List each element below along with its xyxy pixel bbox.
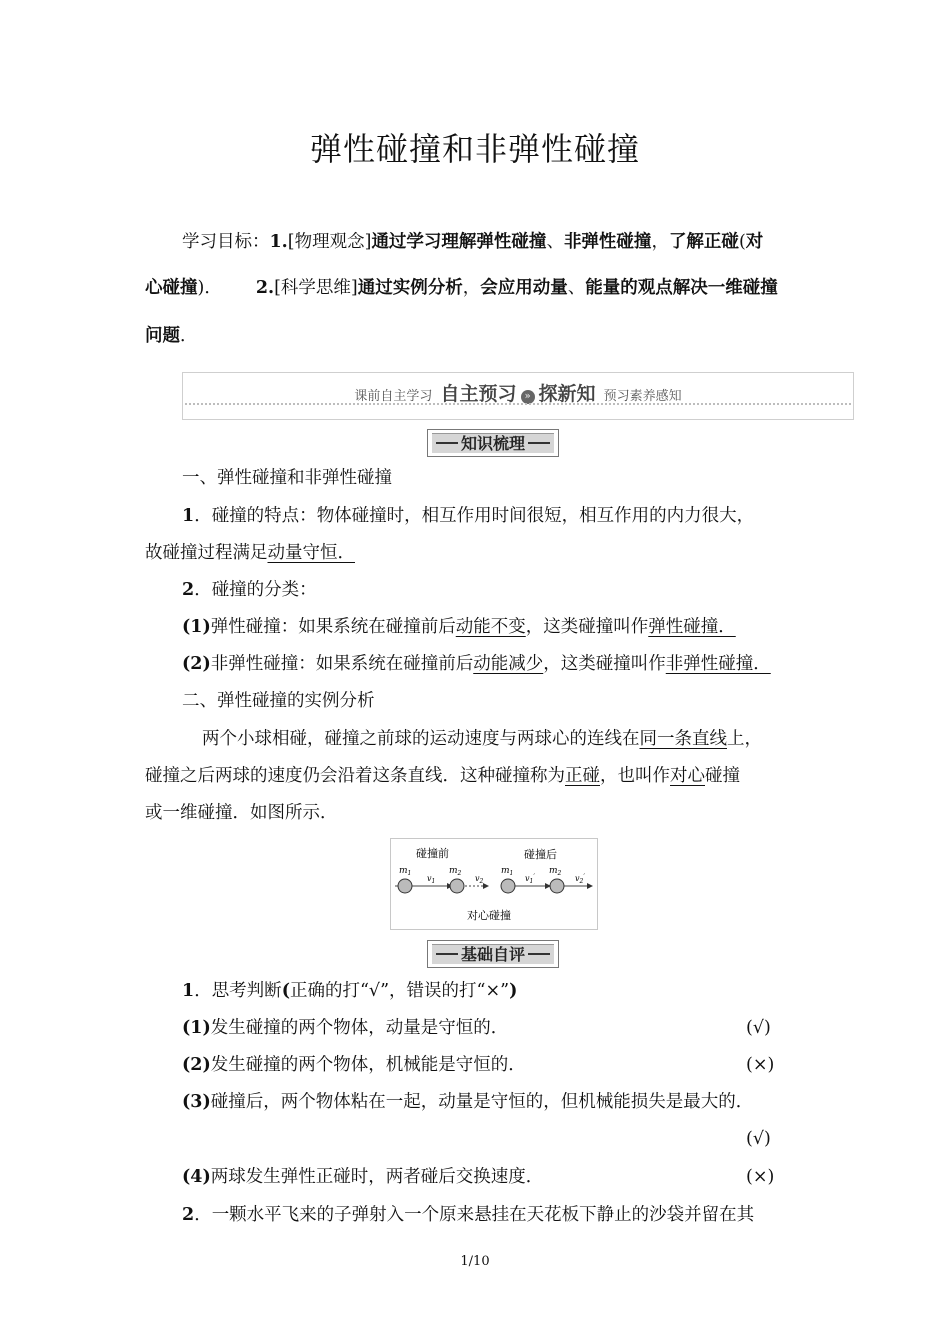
paragraph-3-line-1	[202, 727, 762, 751]
p3-blank-1: 同一条直线	[639, 729, 727, 749]
objective-1-tag: [物理观念]	[287, 232, 372, 252]
objective-1-text-c: 了解正碰	[668, 232, 739, 252]
p2-dot: ．	[194, 580, 212, 600]
objective-2-number: 2.	[255, 278, 275, 298]
p3-text-f: 碰撞	[705, 766, 740, 786]
banner-right-label: 预习素养感知	[603, 389, 682, 404]
p1-dot: ．	[194, 506, 212, 526]
objectives-line-3	[145, 324, 198, 348]
q2-dot: ．	[194, 1205, 212, 1225]
arrow-head-icon	[483, 883, 489, 889]
objective-1-number: 1.	[269, 232, 288, 252]
objectives-prefix: 学习目标：	[182, 232, 270, 252]
collision-figure	[390, 838, 598, 930]
heading-1: 一、弹性碰撞和非弹性碰撞	[182, 468, 392, 488]
label-after: 碰撞后	[524, 848, 557, 861]
section-header-label: 基础自评	[460, 945, 525, 964]
p1-blank: 动量守恒．	[267, 543, 355, 563]
heading-2: 二、弹性碰撞的实例分析	[182, 691, 375, 711]
ball-m1-after	[501, 879, 515, 893]
section-header-label: 知识梳理	[460, 434, 525, 453]
ball-m2-after	[550, 879, 564, 893]
label-m1-before: $m_1$	[399, 866, 412, 877]
q1-number: 1	[182, 981, 195, 1001]
paragraph-2-1	[182, 615, 750, 639]
p2-1-blank-2: 弹性碰撞．	[648, 617, 736, 637]
p3-text-c: 上，	[727, 729, 762, 749]
p3-text-d: 碰撞之后两球的速度仍会沿着这条直线．这种碰撞称为	[145, 766, 565, 786]
figure-caption: 对心碰撞	[467, 909, 511, 922]
collision-diagram	[391, 839, 597, 929]
objective-2-comma: ，	[462, 278, 481, 298]
objective-2-tag: [科学思维]	[274, 278, 358, 298]
judgment-mark: (1)	[182, 1018, 211, 1038]
judgment-text: 发生碰撞的两个物体，机械能是守恒的．	[210, 1055, 526, 1075]
p2-2-blank-1: 动能减少	[473, 654, 544, 674]
label-v2: $v_2$	[475, 874, 484, 885]
label-v1: $v_1$	[427, 874, 436, 885]
q1-text: 正确的打“√”，错误的打“×”	[289, 981, 510, 1001]
q2-number: 2	[182, 1205, 195, 1225]
banner-main-1: 自主预习	[440, 383, 517, 405]
label-m2-after: $m_2$	[549, 866, 562, 877]
p2-2-blank-2: 非弹性碰撞．	[665, 654, 771, 674]
p2-1-mid: ，这类碰撞叫作	[525, 617, 649, 637]
objective-1-text-e: 心碰撞	[145, 278, 198, 298]
label-v1-prime: $v_1'$	[525, 873, 535, 885]
preview-banner	[182, 372, 854, 420]
judgment-text: 两球发生弹性正碰时，两者碰后交换速度．	[210, 1167, 544, 1187]
p3-text-a: 两个小球相碰，碰撞之前球的运动速度与两球心的连线在	[202, 729, 640, 749]
label-m1-after: $m_1$	[501, 866, 514, 877]
judgment-text: 发生碰撞的两个物体，动量是守恒的．	[210, 1018, 509, 1038]
judgment-4-answer: (×)	[746, 1167, 775, 1187]
objective-1-paren: (	[738, 232, 746, 252]
objectives-line-1	[182, 230, 763, 254]
p2-2-text: 非弹性碰撞：如果系统在碰撞前后	[210, 654, 474, 674]
page-number: 1/10	[460, 1254, 490, 1269]
p2-number: 2	[182, 580, 195, 600]
ball-m1-before	[398, 879, 412, 893]
page-title: 弹性碰撞和非弹性碰撞	[309, 130, 640, 168]
judgment-mark: (2)	[182, 1055, 211, 1075]
q1-paren-open: (	[281, 981, 290, 1001]
objective-1-text-d: 对	[745, 232, 764, 252]
judgment-2	[182, 1053, 526, 1077]
objective-1-comma: ，	[651, 232, 669, 252]
question-1	[182, 979, 517, 1003]
paragraph-2-2	[182, 652, 771, 676]
p2-label: 碰撞的分类：	[211, 580, 317, 600]
double-arrow-icon: »	[521, 390, 535, 404]
objective-1-text: 通过学习理解弹性碰撞	[371, 232, 547, 252]
p2-1-mark: (1)	[182, 617, 211, 637]
paragraph-2	[182, 578, 317, 602]
q1-paren-close: )	[509, 981, 518, 1001]
p1-number: 1	[182, 506, 195, 526]
judgment-3-answer: (√)	[746, 1129, 771, 1149]
paragraph-1-line-1	[182, 504, 754, 528]
judgment-1	[182, 1016, 508, 1040]
objective-2-end: ．	[180, 326, 198, 346]
p1-label: 碰撞的特点：	[211, 506, 317, 526]
section-header-basic	[427, 940, 559, 968]
q1-bold: 思考判断	[211, 981, 282, 1001]
label-before: 碰撞前	[416, 847, 449, 860]
arrow-head-icon	[587, 883, 593, 889]
p2-2-mark: (2)	[182, 654, 211, 674]
judgment-1-answer: (√)	[746, 1018, 771, 1038]
objectives-line-2	[145, 276, 778, 300]
judgment-3	[182, 1090, 753, 1114]
judgment-text: 碰撞后，两个物体粘在一起，动量是守恒的，但机械能损失是最大的．	[210, 1092, 754, 1112]
label-m2-before: $m_2$	[449, 866, 462, 877]
p1-text: 物体碰撞时，相互作用时间很短，相互作用的内力很大，	[316, 506, 755, 526]
objective-1-paren-close: )．	[197, 278, 222, 298]
judgment-mark: (4)	[182, 1167, 211, 1187]
judgment-4	[182, 1165, 543, 1189]
ball-m2-before	[450, 879, 464, 893]
banner-left-label: 课前自主学习	[354, 389, 433, 404]
p3-blank-2: 正碰	[565, 766, 600, 786]
objective-2-text-b: 会应用动量	[480, 278, 568, 298]
question-2	[182, 1203, 754, 1227]
p2-1-blank-1: 动能不变	[455, 617, 526, 637]
objective-1-text-b: 非弹性碰撞	[563, 232, 652, 252]
objective-2-sep: 、	[567, 278, 586, 298]
paragraph-3-line-3: 或一维碰撞．如图所示．	[145, 803, 338, 823]
label-v2-prime: $v_2'$	[575, 873, 585, 885]
objective-2-text: 通过实例分析	[357, 278, 463, 298]
judgment-mark: (3)	[182, 1092, 211, 1112]
p3-text-e: ，也叫作	[600, 766, 670, 786]
banner-dotted-divider	[185, 403, 851, 405]
p2-1-text: 弹性碰撞：如果系统在碰撞前后	[210, 617, 456, 637]
paragraph-1-line-2	[145, 541, 369, 565]
judgment-2-answer: (×)	[746, 1055, 775, 1075]
banner-content	[183, 379, 853, 406]
objective-1-sep: 、	[546, 232, 564, 252]
p2-2-mid: ，这类碰撞叫作	[543, 654, 666, 674]
objective-2-text-c: 能量的观点解决一维碰撞	[585, 278, 778, 298]
p1-line2-text: 故碰撞过程满足	[145, 543, 268, 563]
paragraph-3-line-2	[145, 764, 740, 788]
p3-blank-3: 对心	[670, 766, 705, 786]
section-header-knowledge	[427, 429, 559, 457]
q1-dot: ．	[194, 981, 212, 1001]
objective-2-text-d: 问题	[145, 326, 180, 346]
q2-text: 一颗水平飞来的子弹射入一个原来悬挂在天花板下静止的沙袋并留在其	[211, 1205, 755, 1225]
banner-main-2: 探新知	[538, 383, 596, 405]
